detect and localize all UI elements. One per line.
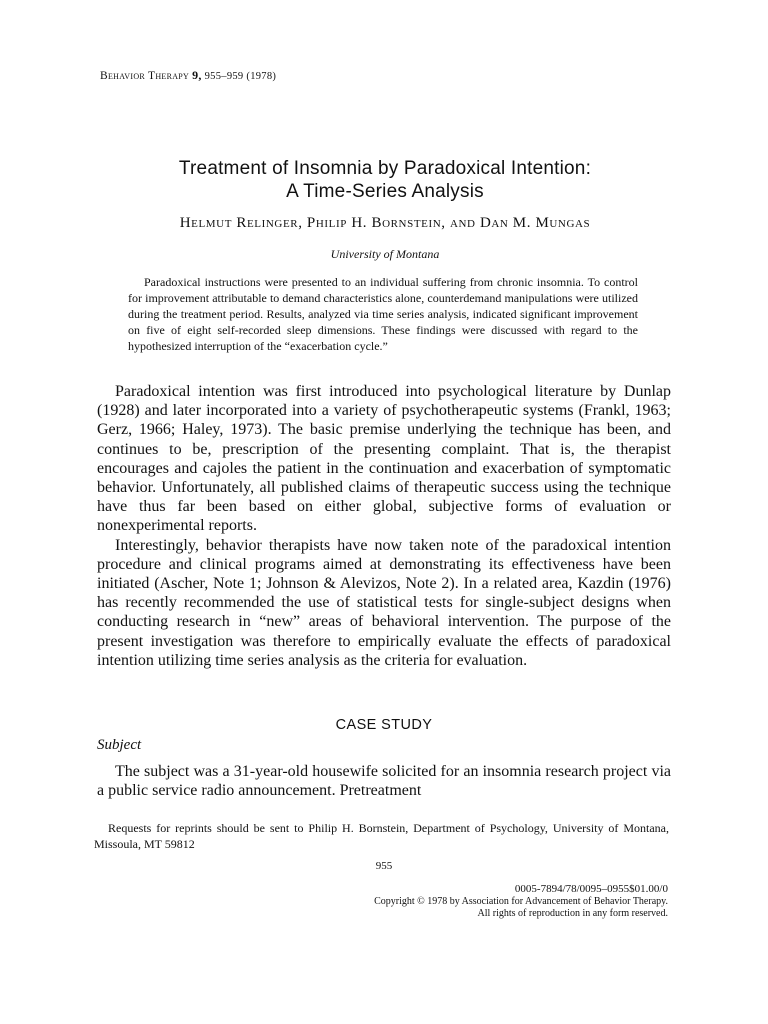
journal-volume: 9, bbox=[192, 68, 202, 82]
body-text bbox=[97, 382, 671, 670]
section-heading: CASE STUDY bbox=[335, 717, 433, 733]
abstract-text: Paradoxical instructions were presented to an individual suffering from chronic insomnia. To control for improvement attributable to demand characteristics alone, counterdemand manipulations were utilized during the treatment period. Results, analyzed via time series analysis, indicated significant improvement on five of eight self-recorded sleep dimensions. These findings were discussed with regard to the hypothesized interruption of the “exacerbation cycle.” bbox=[128, 275, 638, 353]
copyright-line: Copyright © 1978 by Association for Advancement of Behavior Therapy. bbox=[374, 895, 668, 907]
abstract bbox=[128, 274, 638, 354]
body-paragraph-3: The subject was a 31-year-old housewife solicited for an insomnia research project via a public service radio announcement. Pretreatment bbox=[97, 763, 671, 800]
journal-name: Behavior Therapy bbox=[100, 70, 190, 82]
author-affiliation: University of Montana bbox=[330, 247, 440, 261]
page-number: 955 bbox=[375, 860, 393, 872]
copyright-code: 0005-7894/78/0095–0955$01.00/0 bbox=[514, 883, 668, 895]
footnote bbox=[94, 820, 669, 852]
copyright-block bbox=[374, 883, 668, 921]
article-title bbox=[90, 157, 680, 203]
article-title-line-2: A Time-Series Analysis bbox=[286, 181, 484, 202]
copyright-rights: All rights of reproduction in any form reserved. bbox=[477, 908, 668, 919]
body-paragraph-1: Paradoxical intention was first introduced into psychological literature by Dunlap (1928) and later incorporated into a variety of psychotherapeutic systems (Frankl, 1963; Gerz, 1966; Haley, 1973). The basic premise underlying the technique has been, and continues to be, prescription of the presenting complaint. That is, the therapist encourages and cajoles the patient in the continuation and exacerbation of symptomatic behavior. Unfortunately, all published claims of therapeutic success using the technique have thus far been based on either global, subjective forms of evaluation or nonexperimental reports. bbox=[97, 383, 671, 535]
journal-pages-year: 955–959 (1978) bbox=[204, 71, 277, 82]
article-authors: Helmut Relinger, Philip H. Bornstein, and Dan M. Mungas bbox=[179, 215, 591, 231]
footnote-text: Requests for reprints should be sent to Philip H. Bornstein, Department of Psychology, University of Montana, Missoula, MT 59812 bbox=[94, 821, 669, 851]
body-paragraph-2: Interestingly, behavior therapists have now taken note of the paradoxical intention procedure and clinical programs aimed at demonstrating its effectiveness have been initiated (Ascher, Note 1; Johnson & Alevizos, Note 2). In a related area, Kazdin (1976) has recently recommended the use of statistical tests for single-subject designs when conducting research in “new” areas of behavioral intervention. The purpose of the present investigation was therefore to empirically evaluate the effects of paradoxical intention utilizing time series analysis as the criteria for evaluation. bbox=[97, 536, 671, 669]
journal-citation bbox=[100, 68, 276, 83]
article-title-line-1: Treatment of Insomnia by Paradoxical Intention: bbox=[178, 158, 592, 179]
subsection-heading: Subject bbox=[97, 737, 142, 753]
body-text-subject bbox=[97, 762, 671, 800]
